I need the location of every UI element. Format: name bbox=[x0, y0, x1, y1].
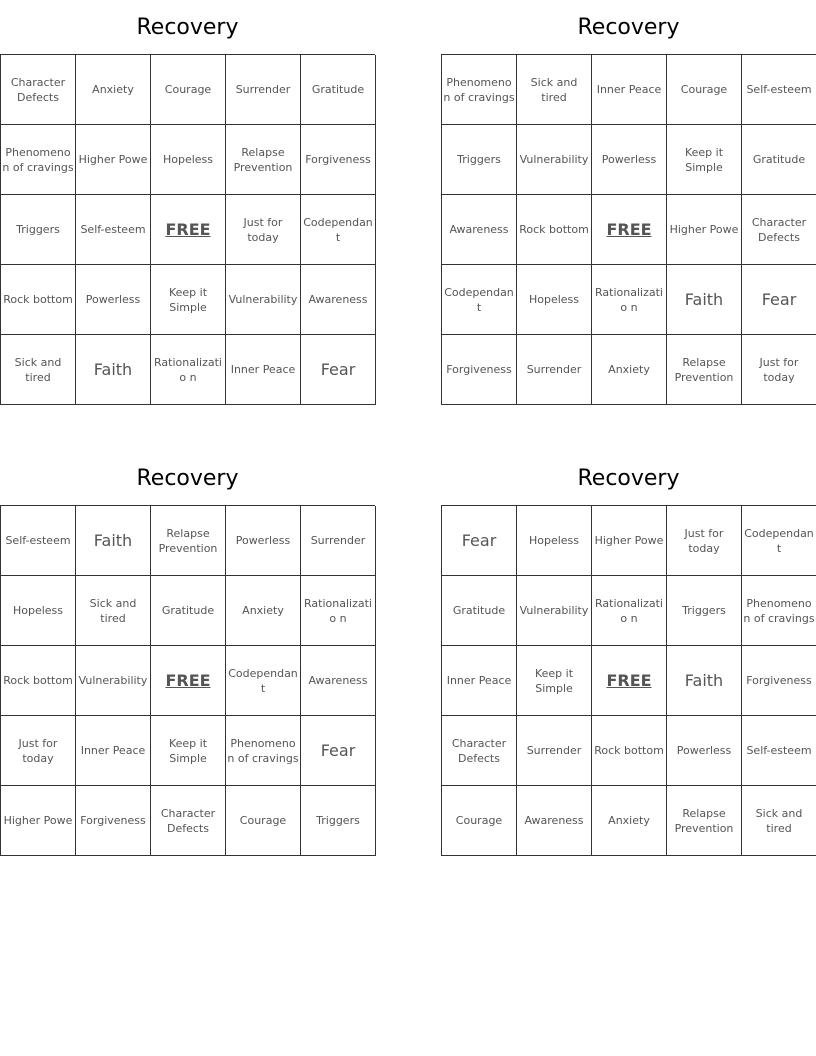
bingo-cell: Sick and tired bbox=[1, 335, 76, 405]
bingo-cell: Inner Peace bbox=[76, 716, 151, 786]
bingo-cell: Vulnerability bbox=[517, 576, 592, 646]
bingo-cell: Anxiety bbox=[226, 576, 301, 646]
bingo-cell: Gratitude bbox=[742, 125, 816, 195]
bingo-cell: Rock bottom bbox=[517, 195, 592, 265]
bingo-cell: Courage bbox=[442, 786, 517, 856]
bingo-cell: Anxiety bbox=[592, 335, 667, 405]
bingo-cell: Surrender bbox=[517, 716, 592, 786]
bingo-cell: Phenomenon of cravings bbox=[226, 716, 301, 786]
bingo-cell: Sick and tired bbox=[76, 576, 151, 646]
bingo-cell: Awareness bbox=[442, 195, 517, 265]
bingo-card-2 bbox=[441, 0, 816, 405]
bingo-cell: Inner Peace bbox=[226, 335, 301, 405]
bingo-cell: Phenomenon of cravings bbox=[742, 576, 816, 646]
bingo-cell: Forgiveness bbox=[301, 125, 376, 195]
bingo-cell: Surrender bbox=[301, 506, 376, 576]
bingo-cell: Phenomenon of cravings bbox=[1, 125, 76, 195]
bingo-cell: Sick and tired bbox=[742, 786, 816, 856]
bingo-card-3 bbox=[0, 451, 375, 856]
bingo-cell: Relapse Prevention bbox=[226, 125, 301, 195]
card-title: Recovery bbox=[577, 466, 680, 491]
bingo-cell: Character Defects bbox=[151, 786, 226, 856]
bingo-cell: Hopeless bbox=[151, 125, 226, 195]
bingo-cell: Just for today bbox=[742, 335, 816, 405]
bingo-cell: Gratitude bbox=[151, 576, 226, 646]
bingo-cell: Phenomenon of cravings bbox=[442, 55, 517, 125]
bingo-cell: Powerless bbox=[76, 265, 151, 335]
bingo-grid bbox=[0, 505, 375, 856]
bingo-cell: Triggers bbox=[667, 576, 742, 646]
bingo-cell: Character Defects bbox=[1, 55, 76, 125]
bingo-cell: Codependant bbox=[742, 506, 816, 576]
bingo-cell: Faith bbox=[667, 265, 742, 335]
bingo-card-1 bbox=[0, 0, 375, 405]
bingo-cell: Rationalizatio n bbox=[151, 335, 226, 405]
bingo-cell: Triggers bbox=[442, 125, 517, 195]
bingo-cell: Rationalizatio n bbox=[592, 576, 667, 646]
bingo-cell: Character Defects bbox=[442, 716, 517, 786]
bingo-cell: Just for today bbox=[226, 195, 301, 265]
bingo-cell: Powerless bbox=[226, 506, 301, 576]
bingo-cell: Gratitude bbox=[442, 576, 517, 646]
bingo-cell: Hopeless bbox=[1, 576, 76, 646]
bingo-cell: Relapse Prevention bbox=[151, 506, 226, 576]
bingo-cell: Surrender bbox=[517, 335, 592, 405]
bingo-cell: Self-esteem bbox=[742, 716, 816, 786]
bingo-cell: Self-esteem bbox=[76, 195, 151, 265]
bingo-cell: Vulnerability bbox=[226, 265, 301, 335]
free-space-cell: FREE bbox=[151, 646, 226, 716]
bingo-cell: Courage bbox=[667, 55, 742, 125]
bingo-cell: Codependant bbox=[442, 265, 517, 335]
bingo-cell: Awareness bbox=[517, 786, 592, 856]
bingo-cell: Hopeless bbox=[517, 506, 592, 576]
bingo-cell: Relapse Prevention bbox=[667, 786, 742, 856]
bingo-cell: Rationalizatio n bbox=[301, 576, 376, 646]
bingo-cell: Fear bbox=[442, 506, 517, 576]
bingo-cell: Keep it Simple bbox=[517, 646, 592, 716]
bingo-cell: Rationalizatio n bbox=[592, 265, 667, 335]
bingo-cell: Faith bbox=[76, 506, 151, 576]
bingo-cell: Hopeless bbox=[517, 265, 592, 335]
bingo-cell: Faith bbox=[76, 335, 151, 405]
bingo-cell: Just for today bbox=[1, 716, 76, 786]
bingo-cell: Powerless bbox=[667, 716, 742, 786]
bingo-cell: Higher Powe bbox=[1, 786, 76, 856]
bingo-cell: Triggers bbox=[301, 786, 376, 856]
bingo-cell: Higher Powe bbox=[667, 195, 742, 265]
bingo-cell: Vulnerability bbox=[76, 646, 151, 716]
bingo-cell: Forgiveness bbox=[76, 786, 151, 856]
bingo-cell: Fear bbox=[742, 265, 816, 335]
card-title: Recovery bbox=[136, 15, 239, 40]
bingo-cell: Powerless bbox=[592, 125, 667, 195]
bingo-cell: Courage bbox=[226, 786, 301, 856]
free-space-cell: FREE bbox=[592, 646, 667, 716]
bingo-cell: Higher Powe bbox=[592, 506, 667, 576]
bingo-cell: Inner Peace bbox=[442, 646, 517, 716]
bingo-cell: Just for today bbox=[667, 506, 742, 576]
bingo-cell: Forgiveness bbox=[742, 646, 816, 716]
bingo-cell: Relapse Prevention bbox=[667, 335, 742, 405]
bingo-cell: Anxiety bbox=[76, 55, 151, 125]
bingo-cell: Inner Peace bbox=[592, 55, 667, 125]
bingo-cell: Self-esteem bbox=[1, 506, 76, 576]
bingo-cell: Awareness bbox=[301, 646, 376, 716]
card-title: Recovery bbox=[136, 466, 239, 491]
bingo-grid bbox=[441, 505, 816, 856]
free-space-cell: FREE bbox=[151, 195, 226, 265]
bingo-cell: Courage bbox=[151, 55, 226, 125]
bingo-cell: Forgiveness bbox=[442, 335, 517, 405]
bingo-cell: Awareness bbox=[301, 265, 376, 335]
bingo-cell: Anxiety bbox=[592, 786, 667, 856]
bingo-cell: Rock bottom bbox=[592, 716, 667, 786]
bingo-cell: Fear bbox=[301, 716, 376, 786]
bingo-cell: Gratitude bbox=[301, 55, 376, 125]
bingo-cell: Self-esteem bbox=[742, 55, 816, 125]
card-title: Recovery bbox=[577, 15, 680, 40]
bingo-cell: Triggers bbox=[1, 195, 76, 265]
bingo-cell: Codependant bbox=[226, 646, 301, 716]
bingo-cell: Vulnerability bbox=[517, 125, 592, 195]
bingo-cell: Rock bottom bbox=[1, 265, 76, 335]
bingo-grid bbox=[441, 54, 816, 405]
bingo-cell: Codependant bbox=[301, 195, 376, 265]
bingo-cell: Keep it Simple bbox=[151, 265, 226, 335]
free-space-cell: FREE bbox=[592, 195, 667, 265]
bingo-cell: Higher Powe bbox=[76, 125, 151, 195]
bingo-cell: Rock bottom bbox=[1, 646, 76, 716]
bingo-grid bbox=[0, 54, 375, 405]
bingo-cell: Sick and tired bbox=[517, 55, 592, 125]
bingo-cell: Surrender bbox=[226, 55, 301, 125]
bingo-cell: Faith bbox=[667, 646, 742, 716]
bingo-cell: Keep it Simple bbox=[667, 125, 742, 195]
bingo-card-4 bbox=[441, 451, 816, 856]
bingo-cell: Keep it Simple bbox=[151, 716, 226, 786]
bingo-cell: Character Defects bbox=[742, 195, 816, 265]
bingo-cell: Fear bbox=[301, 335, 376, 405]
